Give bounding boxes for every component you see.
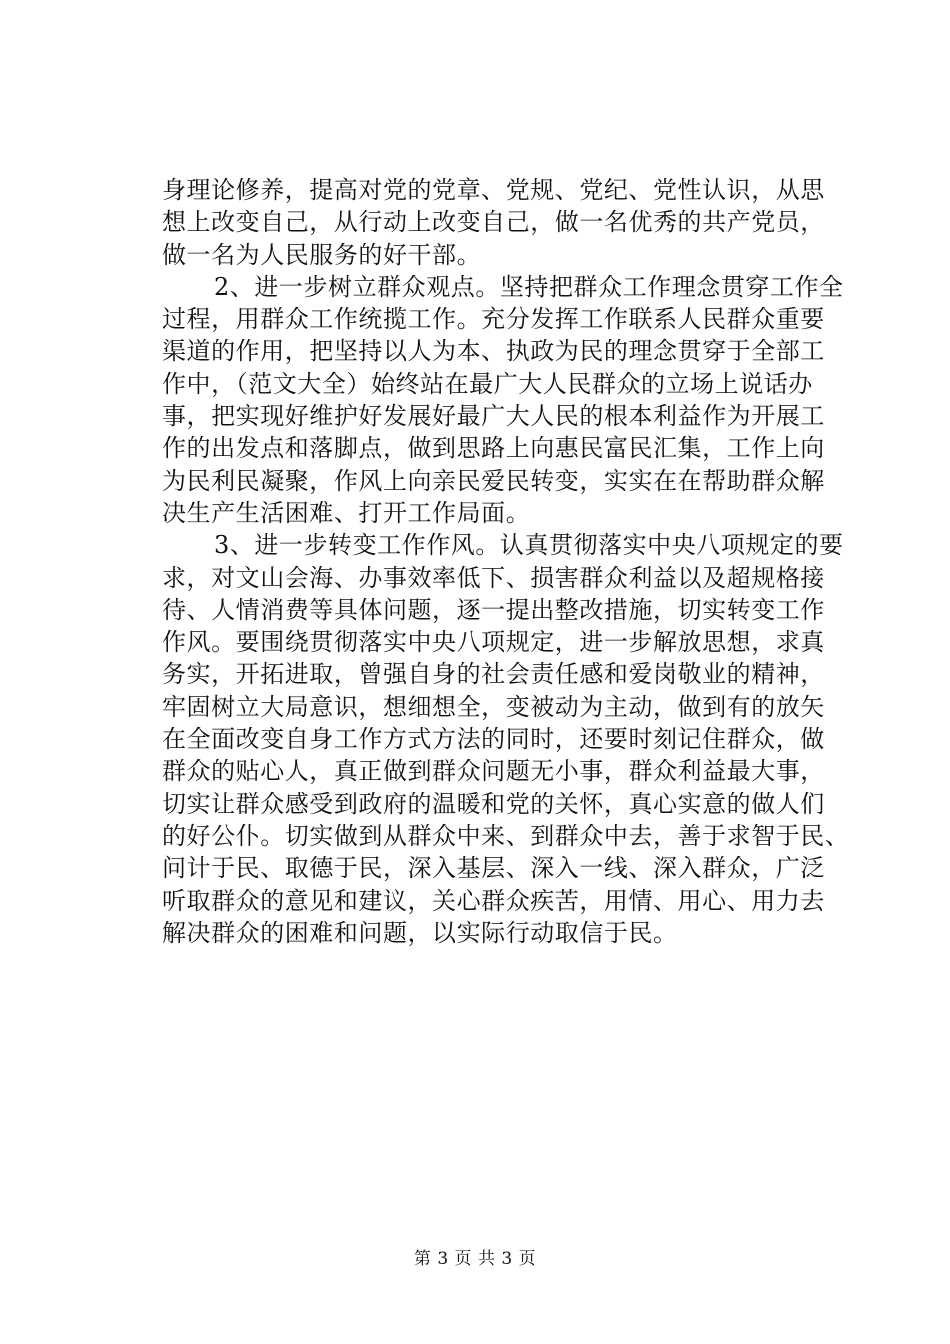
text-line: 为民利民凝聚，作风上向亲民爱民转变，实实在在帮助群众解: [162, 466, 825, 495]
text-line: 想上改变自己，从行动上改变自己，做一名优秀的共产党员，: [162, 208, 825, 237]
text-line: 作的出发点和落脚点，做到思路上向惠民富民汇集，工作上向: [162, 434, 825, 463]
text-line: 做一名为人民服务的好干部。: [162, 240, 482, 269]
text-line: 渠道的作用，把坚持以人为本、执政为民的理念贯穿于全部工: [162, 337, 825, 366]
body-text: [162, 174, 850, 949]
text-line: 作风。要围绕贯彻落实中央八项规定，进一步解放思想，求真: [162, 628, 825, 657]
text-line: 在全面改变自身工作方式方法的同时，还要时刻记住群众，做: [162, 725, 825, 754]
text-line: 作中，（范文大全）始终站在最广大人民群众的立场上说话办: [162, 369, 813, 398]
text-line: 求，对文山会海、办事效率低下、损害群众利益以及超规格接: [162, 563, 825, 592]
text-line: 3、进一步转变工作作风。认真贯彻落实中央八项规定的要: [214, 531, 844, 560]
text-line: 2、进一步树立群众观点。坚持把群众工作理念贯穿工作全: [214, 272, 844, 301]
text-line: 的好公仆。切实做到从群众中来、到群众中去，善于求智于民、: [162, 821, 850, 850]
text-line: 身理论修养，提高对党的党章、党规、党纪、党性认识，从思: [162, 176, 825, 204]
text-line: 解决群众的困难和问题，以实际行动取信于民。: [162, 918, 678, 947]
text-line: 待、人情消费等具体问题，逐一提出整改措施，切实转变工作: [162, 595, 825, 624]
text-line: 牢固树立大局意识，想细想全，变被动为主动，做到有的放矢: [162, 692, 825, 721]
text-line: 过程，用群众工作统揽工作。充分发挥工作联系人民群众重要: [162, 305, 825, 334]
text-line: 决生产生活困难、打开工作局面。: [162, 498, 531, 527]
text-line: 群众的贴心人，真正做到群众问题无小事，群众利益最大事，: [162, 757, 825, 786]
text-line: 问计于民、取德于民，深入基层、深入一线、深入群众，广泛: [162, 854, 825, 883]
text-line: 事，把实现好维护好发展好最广大人民的根本利益作为开展工: [162, 402, 825, 431]
page-footer: 第 3 页 共 3 页: [413, 1249, 537, 1269]
text-line: 切实让群众感受到政府的温暖和党的关怀，真心实意的做人们: [162, 789, 825, 818]
text-line: 听取群众的意见和建议，关心群众疾苦，用情、用心、用力去: [162, 886, 825, 915]
text-line: 务实，开拓进取，曾强自身的社会责任感和爱岗敬业的精神，: [162, 660, 825, 689]
